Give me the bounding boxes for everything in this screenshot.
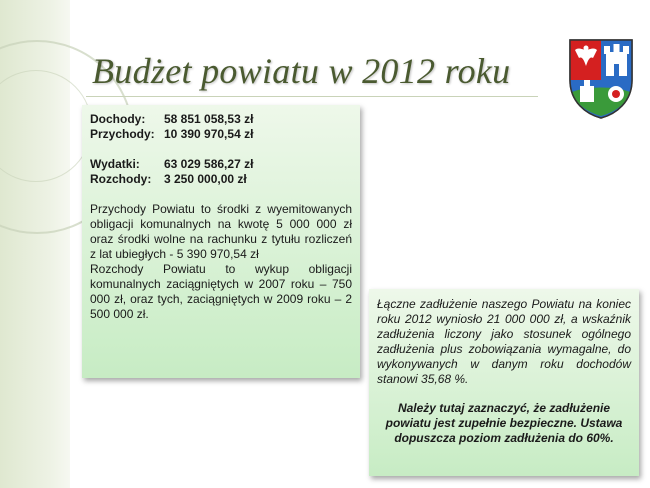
- rozchody-description: Rozchody Powiatu to wykup obligacji komunalnych zaciągniętych w 2007 roku – 750 000 zł, oraz tych, zaciągniętych w 2009 roku – 2 500 000 zł.: [90, 262, 352, 321]
- finance-label: Dochody:: [90, 112, 146, 126]
- przychody-description: Przychody Powiatu to środki z wyemitowanych obligacji komunalnych na kwotę 5 000 000 zł oraz środki wolne na rachunku z tytułu rozliczeń z lat ubiegłych - 5 390 970,54 zł: [90, 202, 352, 261]
- budget-summary-box: [82, 105, 360, 378]
- finance-value: 3 250 000,00 zł: [164, 172, 247, 186]
- coat-of-arms-icon: [566, 36, 636, 120]
- finance-label: Wydatki:: [90, 157, 140, 171]
- finance-row-dochody: [90, 112, 352, 127]
- debt-description: Łączne zadłużenie naszego Powiatu na koniec roku 2012 wyniosło 21 000 000 zł, a wskaźnik zadłużenia liczony jako stosunek ogólnego zadłużenia plus zobowiązania wymagalne, do wykonywanych w danym roku dochodów stanowi 35,68 %.: [377, 297, 631, 386]
- finance-value: 10 390 970,54 zł: [164, 127, 254, 141]
- debt-safety-note: Należy tutaj zaznaczyć, że zadłużenie powiatu jest zupełnie bezpieczne. Ustawa dopuszcza poziom zadłużenia do 60%.: [385, 401, 623, 445]
- finance-row-przychody: [90, 127, 352, 142]
- finance-label: Przychody:: [90, 127, 155, 141]
- finance-label: Rozchody:: [90, 172, 152, 186]
- finance-row-rozchody: [90, 172, 352, 187]
- finance-value: 63 029 586,27 zł: [164, 157, 254, 171]
- debt-info-box: [369, 289, 639, 476]
- finance-value: 58 851 058,53 zł: [164, 112, 254, 126]
- finance-row-wydatki: [90, 157, 352, 172]
- title-underline: [86, 96, 538, 97]
- slide-title: Budżet powiatu w 2012 roku: [92, 51, 511, 91]
